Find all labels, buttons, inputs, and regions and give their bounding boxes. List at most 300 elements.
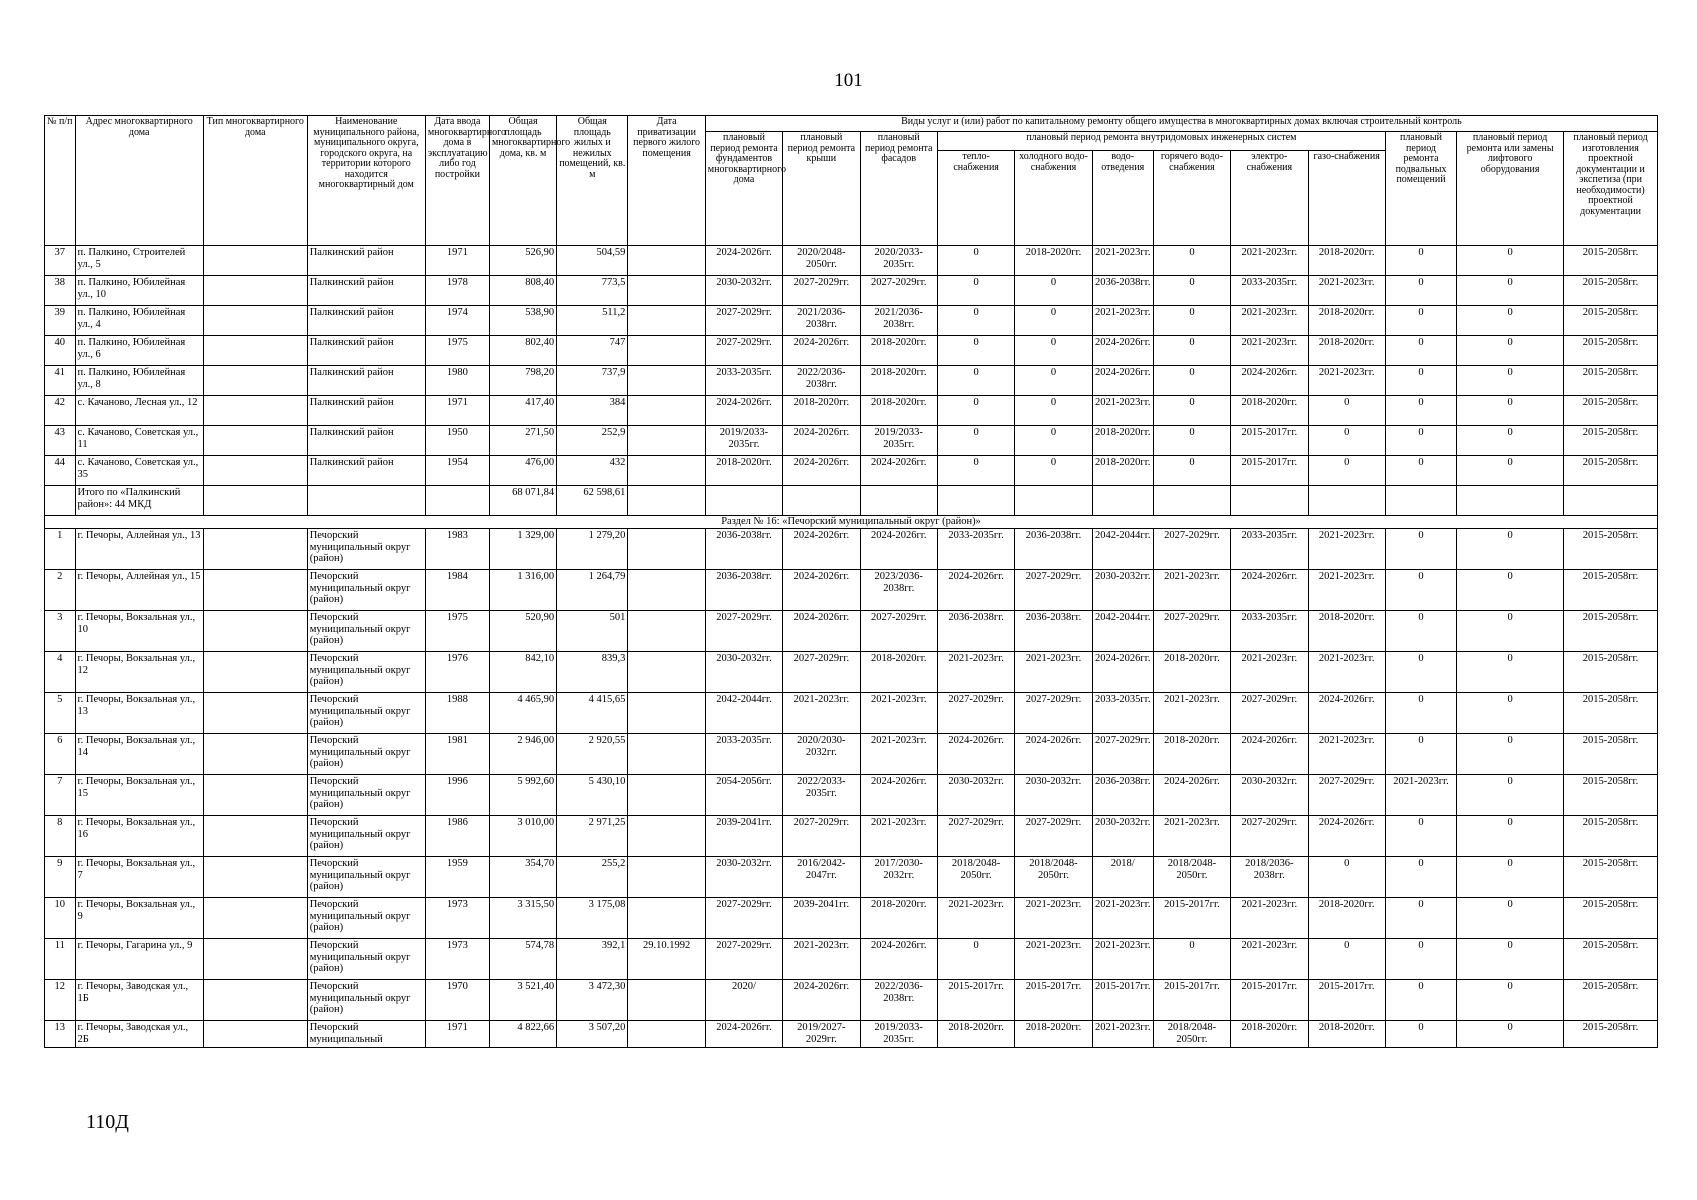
municipality-cell: Печорский муниципальный округ (район)	[307, 570, 425, 611]
table-row	[45, 775, 1658, 816]
table-row	[45, 652, 1658, 693]
municipality-cell: Палкинский район	[307, 336, 425, 366]
gas-cell: 2024-2026гг.	[1308, 816, 1385, 857]
table-row	[45, 980, 1658, 1021]
facade-cell: 2024-2026гг.	[860, 529, 937, 570]
total-area-cell: 417,40	[489, 396, 556, 426]
privatization-cell	[628, 898, 705, 939]
gas-cell: 0	[1308, 396, 1385, 426]
hot-water-cell: 0	[1153, 246, 1230, 276]
year-cell: 1986	[425, 816, 489, 857]
hot-water-cell: 2018/2048-2050гг.	[1153, 857, 1230, 898]
foundation-cell: 2027-2029гг.	[705, 611, 782, 652]
year-cell: 1959	[425, 857, 489, 898]
design-docs-cell: 2015-2058гг.	[1564, 939, 1658, 980]
facade-cell: 2023/2036-2038гг.	[860, 570, 937, 611]
hot-water-cell: 0	[1153, 939, 1230, 980]
electric-cell: 2033-2035гг.	[1231, 529, 1308, 570]
hot-water-cell: 0	[1153, 426, 1230, 456]
municipality-cell: Печорский муниципальный округ (район)	[307, 693, 425, 734]
sewer-cell: 2024-2026гг.	[1092, 366, 1153, 396]
heat-cell: 0	[937, 456, 1014, 486]
cold-water-cell: 0	[1015, 426, 1092, 456]
type-cell	[203, 816, 307, 857]
total-area-cell: 798,20	[489, 366, 556, 396]
design-docs-cell: 2015-2058гг.	[1564, 570, 1658, 611]
facade-cell: 2021-2023гг.	[860, 693, 937, 734]
elevator-cell: 0	[1457, 306, 1564, 336]
total-area-cell: 5 992,60	[489, 775, 556, 816]
total-area-cell: 2 946,00	[489, 734, 556, 775]
gas-cell: 2021-2023гг.	[1308, 570, 1385, 611]
elevator-cell: 0	[1457, 652, 1564, 693]
privatization-cell	[628, 652, 705, 693]
elevator-cell: 0	[1457, 980, 1564, 1021]
heat-cell: 0	[937, 336, 1014, 366]
privatization-cell	[628, 570, 705, 611]
cold-water-cell: 0	[1015, 396, 1092, 426]
design-docs-cell: 2015-2058гг.	[1564, 529, 1658, 570]
facade-cell: 2021-2023гг.	[860, 734, 937, 775]
privatization-cell	[628, 426, 705, 456]
year-cell: 1983	[425, 529, 489, 570]
hot-water-cell: 2021-2023гг.	[1153, 570, 1230, 611]
municipality-cell: Палкинский район	[307, 426, 425, 456]
design-docs-cell: 2015-2058гг.	[1564, 816, 1658, 857]
elevator-cell: 0	[1457, 898, 1564, 939]
year-cell: 1974	[425, 306, 489, 336]
foundation-cell: 2054-2056гг.	[705, 775, 782, 816]
privatization-cell	[628, 306, 705, 336]
living-area-cell: 4 415,65	[557, 693, 628, 734]
row-number: 10	[45, 898, 76, 939]
cold-water-cell: 0	[1015, 336, 1092, 366]
hot-water-cell: 2021-2023гг.	[1153, 816, 1230, 857]
gas-cell: 2021-2023гг.	[1308, 734, 1385, 775]
table-row	[45, 570, 1658, 611]
table-row	[45, 396, 1658, 426]
living-area-cell: 3 175,08	[557, 898, 628, 939]
living-area-cell: 1 264,79	[557, 570, 628, 611]
basement-cell: 0	[1385, 816, 1456, 857]
cold-water-cell: 0	[1015, 366, 1092, 396]
heat-cell: 2024-2026гг.	[937, 570, 1014, 611]
privatization-cell	[628, 775, 705, 816]
cold-water-cell: 2018-2020гг.	[1015, 1021, 1092, 1048]
sewer-cell: 2024-2026гг.	[1092, 336, 1153, 366]
living-area-cell: 252,9	[557, 426, 628, 456]
table-row	[45, 1021, 1658, 1048]
heat-cell: 2015-2017гг.	[937, 980, 1014, 1021]
col-gas: газо-снабжения	[1308, 151, 1385, 246]
type-cell	[203, 857, 307, 898]
elevator-cell: 0	[1457, 426, 1564, 456]
address-cell: г. Печоры, Вокзальная ул., 14	[75, 734, 203, 775]
heat-cell: 0	[937, 306, 1014, 336]
basement-cell: 0	[1385, 980, 1456, 1021]
living-area-cell: 504,59	[557, 246, 628, 276]
col-sewer: водо-отведения	[1092, 151, 1153, 246]
elevator-cell: 0	[1457, 456, 1564, 486]
type-cell	[203, 980, 307, 1021]
cold-water-cell: 2030-2032гг.	[1015, 775, 1092, 816]
electric-cell: 2033-2035гг.	[1231, 276, 1308, 306]
type-cell	[203, 426, 307, 456]
living-area-cell: 747	[557, 336, 628, 366]
type-cell	[203, 366, 307, 396]
row-number: 3	[45, 611, 76, 652]
address-cell: г. Печоры, Гагарина ул., 9	[75, 939, 203, 980]
gas-cell: 2018-2020гг.	[1308, 246, 1385, 276]
basement-cell: 0	[1385, 426, 1456, 456]
address-cell: г. Печоры, Аллейная ул., 13	[75, 529, 203, 570]
gas-cell: 2021-2023гг.	[1308, 366, 1385, 396]
design-docs-cell: 2015-2058гг.	[1564, 857, 1658, 898]
type-cell	[203, 734, 307, 775]
hot-water-cell: 2018/2048-2050гг.	[1153, 1021, 1230, 1048]
heat-cell: 0	[937, 939, 1014, 980]
year-cell: 1984	[425, 570, 489, 611]
roof-cell: 2021-2023гг.	[783, 939, 860, 980]
col-heat: тепло-снабжения	[937, 151, 1014, 246]
year-cell: 1975	[425, 611, 489, 652]
elevator-cell: 0	[1457, 775, 1564, 816]
electric-cell: 2024-2026гг.	[1231, 734, 1308, 775]
heat-cell: 2018-2020гг.	[937, 1021, 1014, 1048]
section-title: Раздел № 16: «Печорский муниципальный округ (район)»	[45, 516, 1658, 529]
type-cell	[203, 1021, 307, 1048]
total-area-cell: 1 329,00	[489, 529, 556, 570]
table-header	[45, 116, 1658, 246]
year-cell: 1954	[425, 456, 489, 486]
living-area-cell: 384	[557, 396, 628, 426]
table-row	[45, 693, 1658, 734]
hot-water-cell: 2027-2029гг.	[1153, 611, 1230, 652]
design-docs-cell: 2015-2058гг.	[1564, 456, 1658, 486]
sewer-cell: 2027-2029гг.	[1092, 734, 1153, 775]
elevator-cell: 0	[1457, 816, 1564, 857]
roof-cell: 2016/2042-2047гг.	[783, 857, 860, 898]
roof-cell: 2027-2029гг.	[783, 652, 860, 693]
design-docs-cell: 2015-2058гг.	[1564, 898, 1658, 939]
elevator-cell: 0	[1457, 276, 1564, 306]
sewer-cell: 2036-2038гг.	[1092, 775, 1153, 816]
cold-water-cell: 2021-2023гг.	[1015, 898, 1092, 939]
roof-cell: 2024-2026гг.	[783, 426, 860, 456]
roof-cell: 2039-2041гг.	[783, 898, 860, 939]
basement-cell: 0	[1385, 898, 1456, 939]
privatization-cell	[628, 816, 705, 857]
sewer-cell: 2036-2038гг.	[1092, 276, 1153, 306]
municipality-cell: Печорский муниципальный округ (район)	[307, 857, 425, 898]
address-cell: г. Печоры, Вокзальная ул., 15	[75, 775, 203, 816]
col-engineering-group: плановый период ремонта внутридомовых инженерных систем	[937, 132, 1385, 151]
design-docs-cell: 2015-2058гг.	[1564, 366, 1658, 396]
row-number: 5	[45, 693, 76, 734]
municipality-cell: Печорский муниципальный округ (район)	[307, 816, 425, 857]
gas-cell: 2024-2026гг.	[1308, 693, 1385, 734]
total-area-cell: 4 822,66	[489, 1021, 556, 1048]
living-area-cell: 255,2	[557, 857, 628, 898]
heat-cell: 2036-2038гг.	[937, 611, 1014, 652]
col-commission-date: Дата ввода многоквартирного дома в эксплуатацию либо год постройки	[425, 116, 489, 246]
col-basement: плановый период ремонта подвальных помещений	[1385, 132, 1456, 246]
foundation-cell: 2020/	[705, 980, 782, 1021]
year-cell: 1988	[425, 693, 489, 734]
col-works-group: Виды услуг и (или) работ по капитальному ремонту общего имущества в многоквартирных домах включая строительный контроль	[705, 116, 1657, 132]
gas-cell: 0	[1308, 857, 1385, 898]
cold-water-cell: 0	[1015, 456, 1092, 486]
gas-cell: 2021-2023гг.	[1308, 652, 1385, 693]
col-design-docs: плановый период изготовления проектной документации и экспетиза (при необходимости) проектной документации	[1564, 132, 1658, 246]
foundation-cell: 2033-2035гг.	[705, 734, 782, 775]
total-area-cell: 3 010,00	[489, 816, 556, 857]
row-number: 4	[45, 652, 76, 693]
facade-cell: 2024-2026гг.	[860, 775, 937, 816]
col-address: Адрес многоквартирного дома	[75, 116, 203, 246]
gas-cell: 2018-2020гг.	[1308, 898, 1385, 939]
year-cell: 1950	[425, 426, 489, 456]
address-cell: п. Палкино, Строителей ул., 5	[75, 246, 203, 276]
foundation-cell: 2030-2032гг.	[705, 857, 782, 898]
facade-cell: 2017/2030-2032гг.	[860, 857, 937, 898]
roof-cell: 2019/2027-2029гг.	[783, 1021, 860, 1048]
elevator-cell: 0	[1457, 246, 1564, 276]
footer-code: 110Д	[86, 1111, 129, 1133]
sewer-cell: 2042-2044гг.	[1092, 529, 1153, 570]
row-number: 7	[45, 775, 76, 816]
design-docs-cell: 2015-2058гг.	[1564, 734, 1658, 775]
basement-cell: 0	[1385, 456, 1456, 486]
electric-cell: 2024-2026гг.	[1231, 570, 1308, 611]
basement-cell: 0	[1385, 366, 1456, 396]
row-number: 40	[45, 336, 76, 366]
row-number: 38	[45, 276, 76, 306]
heat-cell: 0	[937, 366, 1014, 396]
design-docs-cell: 2015-2058гг.	[1564, 396, 1658, 426]
elevator-cell: 0	[1457, 939, 1564, 980]
roof-cell: 2024-2026гг.	[783, 529, 860, 570]
address-cell: г. Печоры, Вокзальная ул., 12	[75, 652, 203, 693]
living-area-cell: 773,5	[557, 276, 628, 306]
cold-water-cell: 2021-2023гг.	[1015, 652, 1092, 693]
elevator-cell: 0	[1457, 1021, 1564, 1048]
basement-cell: 0	[1385, 306, 1456, 336]
address-cell: г. Печоры, Вокзальная ул., 7	[75, 857, 203, 898]
sewer-cell: 2024-2026гг.	[1092, 652, 1153, 693]
elevator-cell: 0	[1457, 734, 1564, 775]
type-cell	[203, 336, 307, 366]
roof-cell: 2020/2030-2032гг.	[783, 734, 860, 775]
cold-water-cell: 2036-2038гг.	[1015, 529, 1092, 570]
privatization-cell	[628, 529, 705, 570]
design-docs-cell: 2015-2058гг.	[1564, 336, 1658, 366]
roof-cell: 2024-2026гг.	[783, 611, 860, 652]
cold-water-cell: 2027-2029гг.	[1015, 816, 1092, 857]
heat-cell: 2018/2048-2050гг.	[937, 857, 1014, 898]
sewer-cell: 2021-2023гг.	[1092, 898, 1153, 939]
basement-cell: 0	[1385, 396, 1456, 426]
living-area-cell: 501	[557, 611, 628, 652]
municipality-cell: Печорский муниципальный округ (район)	[307, 898, 425, 939]
foundation-cell: 2033-2035гг.	[705, 366, 782, 396]
cold-water-cell: 2024-2026гг.	[1015, 734, 1092, 775]
foundation-cell: 2027-2029гг.	[705, 306, 782, 336]
foundation-cell: 2024-2026гг.	[705, 396, 782, 426]
total-area-cell: 1 316,00	[489, 570, 556, 611]
foundation-cell: 2042-2044гг.	[705, 693, 782, 734]
gas-cell: 2015-2017гг.	[1308, 980, 1385, 1021]
privatization-cell	[628, 336, 705, 366]
basement-cell: 0	[1385, 1021, 1456, 1048]
address-cell: г. Печоры, Вокзальная ул., 10	[75, 611, 203, 652]
foundation-cell: 2024-2026гг.	[705, 246, 782, 276]
facade-cell: 2018-2020гг.	[860, 652, 937, 693]
privatization-cell	[628, 396, 705, 426]
electric-cell: 2018-2020гг.	[1231, 1021, 1308, 1048]
row-number: 11	[45, 939, 76, 980]
foundation-cell: 2030-2032гг.	[705, 652, 782, 693]
cold-water-cell: 2027-2029гг.	[1015, 570, 1092, 611]
sewer-cell: 2021-2023гг.	[1092, 1021, 1153, 1048]
address-cell: с. Качаново, Лесная ул., 12	[75, 396, 203, 426]
design-docs-cell: 2015-2058гг.	[1564, 276, 1658, 306]
hot-water-cell: 2015-2017гг.	[1153, 898, 1230, 939]
table-row	[45, 816, 1658, 857]
roof-cell: 2024-2026гг.	[783, 336, 860, 366]
facade-cell: 2018-2020гг.	[860, 366, 937, 396]
roof-cell: 2024-2026гг.	[783, 980, 860, 1021]
year-cell: 1975	[425, 336, 489, 366]
cold-water-cell: 2018/2048-2050гг.	[1015, 857, 1092, 898]
col-total-area: Общая площадь многоквартирного дома, кв. м	[489, 116, 556, 246]
table-row	[45, 276, 1658, 306]
living-area-cell: 3 507,20	[557, 1021, 628, 1048]
municipality-cell: Палкинский район	[307, 366, 425, 396]
type-cell	[203, 611, 307, 652]
year-cell: 1978	[425, 276, 489, 306]
hot-water-cell: 2015-2017гг.	[1153, 980, 1230, 1021]
facade-cell: 2018-2020гг.	[860, 396, 937, 426]
row-number: 37	[45, 246, 76, 276]
privatization-cell	[628, 980, 705, 1021]
basement-cell: 0	[1385, 611, 1456, 652]
row-number: 44	[45, 456, 76, 486]
basement-cell: 0	[1385, 693, 1456, 734]
cold-water-cell: 2015-2017гг.	[1015, 980, 1092, 1021]
heat-cell: 2027-2029гг.	[937, 693, 1014, 734]
roof-cell: 2022/2033-2035гг.	[783, 775, 860, 816]
table-row	[45, 336, 1658, 366]
electric-cell: 2015-2017гг.	[1231, 456, 1308, 486]
col-roof: плановый период ремонта крыши	[783, 132, 860, 246]
year-cell: 1981	[425, 734, 489, 775]
page-number: 101	[834, 70, 863, 91]
living-area-cell: 1 279,20	[557, 529, 628, 570]
total-area-sum: 68 071,84	[489, 486, 556, 516]
municipality-cell: Печорский муниципальный округ (район)	[307, 652, 425, 693]
basement-cell: 0	[1385, 857, 1456, 898]
privatization-cell	[628, 276, 705, 306]
municipality-cell: Печорский муниципальный округ (район)	[307, 775, 425, 816]
design-docs-cell: 2015-2058гг.	[1564, 246, 1658, 276]
row-number: 2	[45, 570, 76, 611]
roof-cell: 2027-2029гг.	[783, 816, 860, 857]
year-cell: 1971	[425, 396, 489, 426]
living-area-cell: 5 430,10	[557, 775, 628, 816]
table-row	[45, 456, 1658, 486]
facade-cell: 2027-2029гг.	[860, 611, 937, 652]
sewer-cell: 2021-2023гг.	[1092, 939, 1153, 980]
design-docs-cell: 2015-2058гг.	[1564, 775, 1658, 816]
total-area-cell: 808,40	[489, 276, 556, 306]
gas-cell: 2018-2020гг.	[1308, 306, 1385, 336]
roof-cell: 2024-2026гг.	[783, 456, 860, 486]
sewer-cell: 2042-2044гг.	[1092, 611, 1153, 652]
cold-water-cell: 0	[1015, 306, 1092, 336]
col-electric: электро-снабжения	[1231, 151, 1308, 246]
total-area-cell: 520,90	[489, 611, 556, 652]
elevator-cell: 0	[1457, 336, 1564, 366]
palkino-rows	[45, 246, 1658, 486]
total-area-cell: 574,78	[489, 939, 556, 980]
roof-cell: 2020/2048-2050гг.	[783, 246, 860, 276]
foundation-cell: 2019/2033-2035гг.	[705, 426, 782, 456]
hot-water-cell: 2018-2020гг.	[1153, 652, 1230, 693]
cold-water-cell: 0	[1015, 276, 1092, 306]
col-num: № п/п	[45, 116, 76, 246]
type-cell	[203, 246, 307, 276]
facade-cell: 2019/2033-2035гг.	[860, 1021, 937, 1048]
basement-cell: 0	[1385, 652, 1456, 693]
address-cell: п. Палкино, Юбилейная ул., 4	[75, 306, 203, 336]
foundation-cell: 2024-2026гг.	[705, 1021, 782, 1048]
table-row	[45, 529, 1658, 570]
facade-cell: 2024-2026гг.	[860, 939, 937, 980]
living-area-cell: 392,1	[557, 939, 628, 980]
elevator-cell: 0	[1457, 529, 1564, 570]
hot-water-cell: 0	[1153, 366, 1230, 396]
address-cell: п. Палкино, Юбилейная ул., 8	[75, 366, 203, 396]
type-cell	[203, 570, 307, 611]
foundation-cell: 2039-2041гг.	[705, 816, 782, 857]
facade-cell: 2019/2033-2035гг.	[860, 426, 937, 456]
gas-cell: 2018-2020гг.	[1308, 336, 1385, 366]
year-cell: 1996	[425, 775, 489, 816]
electric-cell: 2018-2020гг.	[1231, 396, 1308, 426]
table-row	[45, 426, 1658, 456]
design-docs-cell: 2015-2058гг.	[1564, 980, 1658, 1021]
total-area-cell: 842,10	[489, 652, 556, 693]
hot-water-cell: 0	[1153, 456, 1230, 486]
privatization-cell	[628, 734, 705, 775]
col-elevator: плановый период ремонта или замены лифтового оборудования	[1457, 132, 1564, 246]
col-privatization-date: Дата приватизации первого жилого помещения	[628, 116, 705, 246]
heat-cell: 2033-2035гг.	[937, 529, 1014, 570]
hot-water-cell: 0	[1153, 276, 1230, 306]
living-area-cell: 3 472,30	[557, 980, 628, 1021]
gas-cell: 0	[1308, 939, 1385, 980]
elevator-cell: 0	[1457, 611, 1564, 652]
living-area-cell: 511,2	[557, 306, 628, 336]
privatization-cell	[628, 611, 705, 652]
address-cell: г. Печоры, Вокзальная ул., 16	[75, 816, 203, 857]
year-cell: 1970	[425, 980, 489, 1021]
heat-cell: 2030-2032гг.	[937, 775, 1014, 816]
hot-water-cell: 2018-2020гг.	[1153, 734, 1230, 775]
total-area-cell: 526,90	[489, 246, 556, 276]
total-area-cell: 476,00	[489, 456, 556, 486]
